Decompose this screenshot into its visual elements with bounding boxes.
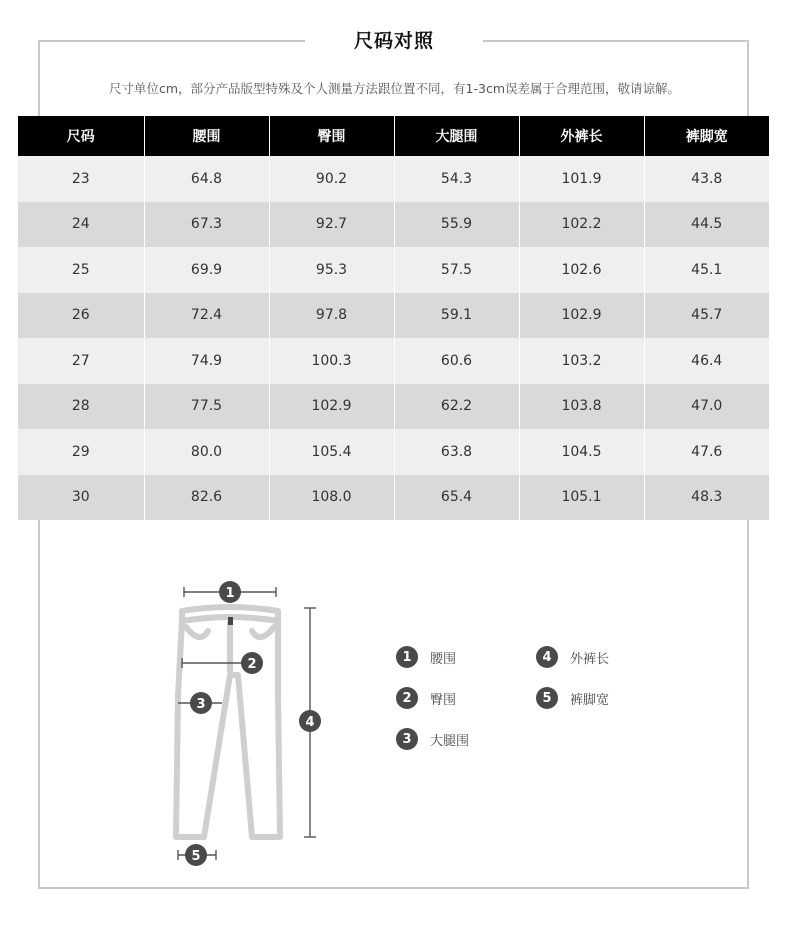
cell: 60.6 — [394, 338, 519, 384]
cell: 82.6 — [144, 475, 269, 521]
diagram-marker-5 — [185, 844, 207, 866]
diagram-marker-4 — [299, 710, 321, 732]
page-title: 尺码对照 — [353, 30, 434, 52]
cell: 92.7 — [269, 202, 394, 248]
cell: 64.8 — [144, 156, 269, 202]
cell: 24 — [18, 202, 144, 248]
table-row — [18, 202, 769, 248]
cell: 26 — [18, 293, 144, 339]
cell: 101.9 — [519, 156, 644, 202]
cell: 102.9 — [519, 293, 644, 339]
header-length: 外裤长 — [519, 116, 644, 156]
legend-item-thigh — [396, 727, 469, 751]
cell: 105.4 — [269, 429, 394, 475]
legend-item-hip — [396, 686, 456, 710]
table-header-row — [18, 116, 769, 156]
svg-text:3: 3 — [196, 697, 206, 712]
cell: 45.1 — [644, 247, 769, 293]
svg-text:1: 1 — [225, 586, 235, 601]
cell: 54.3 — [394, 156, 519, 202]
cell: 74.9 — [144, 338, 269, 384]
cell: 67.3 — [144, 202, 269, 248]
measurement-note: 尺寸单位cm，部分产品版型特殊及个人测量方法跟位置不同，有1-3cm误差属于合理范围，敬请谅解。 — [108, 81, 681, 96]
header-thigh: 大腿围 — [394, 116, 519, 156]
cell: 63.8 — [394, 429, 519, 475]
header-hip: 臀围 — [269, 116, 394, 156]
legend-label: 大腿围 — [430, 733, 470, 749]
legend-number: 2 — [396, 687, 418, 709]
cell: 47.0 — [644, 384, 769, 430]
svg-text:4: 4 — [305, 715, 315, 730]
cell: 43.8 — [644, 156, 769, 202]
cell: 44.5 — [644, 202, 769, 248]
legend-item-hem — [536, 686, 609, 710]
cell: 104.5 — [519, 429, 644, 475]
cell: 95.3 — [269, 247, 394, 293]
table-row — [18, 475, 769, 521]
legend-number: 5 — [536, 687, 558, 709]
cell: 72.4 — [144, 293, 269, 339]
table-row — [18, 293, 769, 339]
cell: 55.9 — [394, 202, 519, 248]
cell: 30 — [18, 475, 144, 521]
cell: 69.9 — [144, 247, 269, 293]
cell: 80.0 — [144, 429, 269, 475]
svg-text:2: 2 — [247, 657, 257, 672]
cell: 102.6 — [519, 247, 644, 293]
legend-number: 3 — [396, 728, 418, 750]
cell: 27 — [18, 338, 144, 384]
header-waist: 腰围 — [144, 116, 269, 156]
legend-label: 臀围 — [430, 692, 457, 708]
cell: 105.1 — [519, 475, 644, 521]
svg-text:5: 5 — [191, 849, 201, 864]
cell: 102.2 — [519, 202, 644, 248]
cell: 46.4 — [644, 338, 769, 384]
cell: 29 — [18, 429, 144, 475]
legend-number: 4 — [536, 646, 558, 668]
pants-icon — [160, 575, 340, 875]
legend-label: 腰围 — [430, 651, 457, 667]
legend-item-waist — [396, 645, 456, 669]
header-size: 尺码 — [18, 116, 144, 156]
size-table — [18, 116, 769, 520]
cell: 100.3 — [269, 338, 394, 384]
diagram-marker-3 — [190, 692, 212, 714]
cell: 45.7 — [644, 293, 769, 339]
cell: 97.8 — [269, 293, 394, 339]
cell: 25 — [18, 247, 144, 293]
cell: 65.4 — [394, 475, 519, 521]
cell: 62.2 — [394, 384, 519, 430]
table-row — [18, 156, 769, 202]
cell: 47.6 — [644, 429, 769, 475]
cell: 77.5 — [144, 384, 269, 430]
table-row — [18, 338, 769, 384]
cell: 23 — [18, 156, 144, 202]
cell: 90.2 — [269, 156, 394, 202]
diagram-marker-1 — [219, 581, 241, 603]
cell: 103.8 — [519, 384, 644, 430]
diagram-legend — [396, 645, 656, 765]
cell: 108.0 — [269, 475, 394, 521]
table-row — [18, 429, 769, 475]
cell: 102.9 — [269, 384, 394, 430]
cell: 28 — [18, 384, 144, 430]
table-row — [18, 247, 769, 293]
cell: 59.1 — [394, 293, 519, 339]
diagram-marker-2 — [241, 652, 263, 674]
legend-number: 1 — [396, 646, 418, 668]
legend-item-length — [536, 645, 609, 669]
cell: 103.2 — [519, 338, 644, 384]
cell: 57.5 — [394, 247, 519, 293]
table-row — [18, 384, 769, 430]
legend-label: 裤脚宽 — [570, 692, 610, 708]
header-hem: 裤脚宽 — [644, 116, 769, 156]
cell: 48.3 — [644, 475, 769, 521]
legend-label: 外裤长 — [570, 651, 610, 667]
